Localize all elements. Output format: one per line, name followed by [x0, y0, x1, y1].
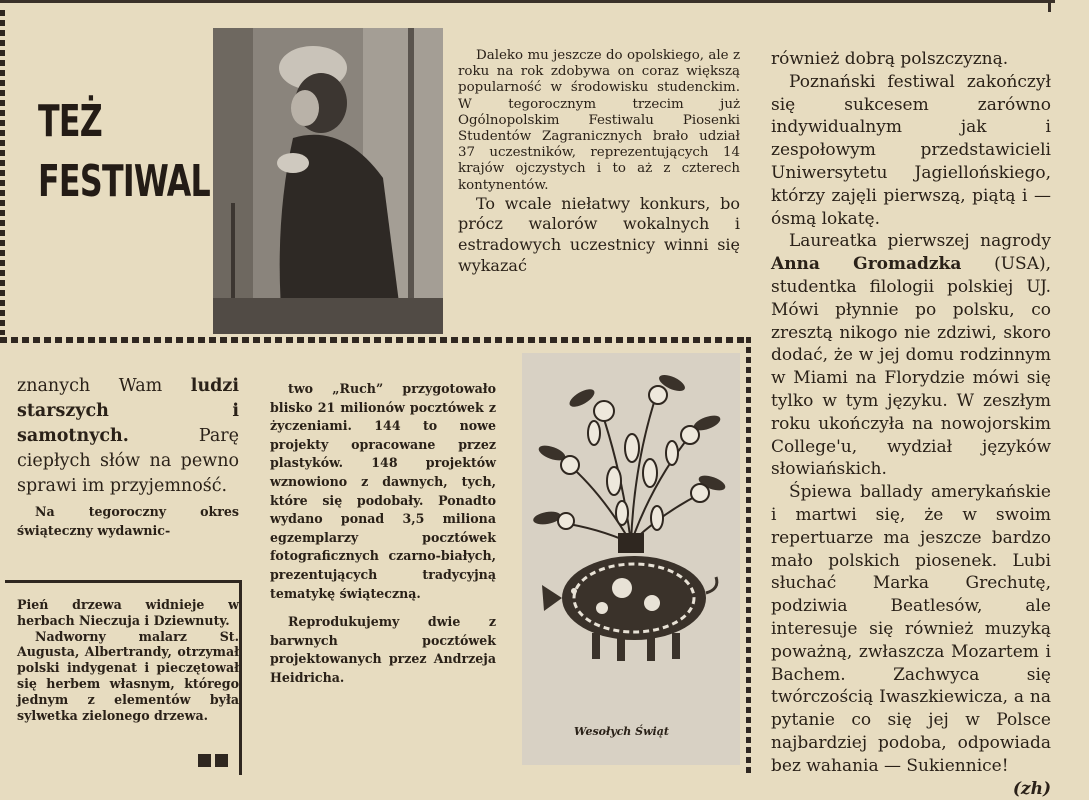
festival-frame-left — [0, 10, 5, 335]
paragraph: Śpiewa ballady amerykańskie i martwi się, że w swoim repertuarze ma jeszcze bardzo mało polskich piosenek. Lubi słuchać Marka Grechutę, podziwia Beatlesów, ale interesuje się również muzyką poważną, zwłaszcza Mozartem i Bachem. Zachwyca się twórczością Iwaszkiewicza, a na pytanie co się jej w Polsce najbardziej podoba, odpowiada bez wahania — Sukiennice! (zh) — [771, 482, 1051, 799]
paragraph: Nadworny malarz St. Augusta, Albertrandy, otrzymał polski indygenat i pieczętował się herbem własnym, którego jednym z elementów była sylwetka zielonego drzewa. — [17, 628, 239, 723]
postcard-illustration — [522, 353, 740, 765]
paragraph: znanych Wam ludzi starszych i samotnych. Parę ciepłych słów na pewno sprawi im przyjemność. — [17, 376, 239, 496]
festival-column-a — [458, 48, 740, 276]
paragraph: Pień drzewa widnieje w herbach Nieczuja i Dziewnuty. — [17, 597, 239, 628]
top-rule-end — [1048, 0, 1051, 12]
ruch-column-c — [17, 374, 239, 540]
paragraph: również dobrą polszczyzną. — [771, 49, 1009, 69]
card-frame-right — [746, 337, 751, 777]
end-marks — [198, 752, 232, 771]
top-rule — [0, 0, 1055, 3]
festival-column-b — [771, 48, 1051, 800]
paragraph: To wcale niełatwy konkurs, bo prócz walorów wokalnych i estradowych uczestnicy winni się wykazać — [458, 193, 740, 275]
coat-of-arms-box — [5, 580, 242, 775]
paragraph: Reprodukujemy dwie z barwnych pocztówek projektowanych przez Andrzeja Heidricha. — [270, 614, 496, 685]
paragraph: Poznański festiwal zakończył się sukcesem zarówno indywidualnym jak i zespołowym przedstawicieli Uniwersytetu Jagiellońskiego, którzy zajęli pierwszą, piątą i — ósmą lokatę. — [771, 71, 1051, 229]
postcard-caption: Wesołych Świąt — [574, 725, 669, 738]
paragraph: two „Ruch” przygotowało blisko 21 milionów pocztówek z życzeniami. 144 to nowe projekty opracowane przez plastyków. 148 projektów wznowiono z dawnych, tych, które się podobały. Ponadto wydano ponad 3,5 miliona egzemplarzy pocztówek fotograficznych czarno-białych, prezentujących tradycyjną tematykę świąteczną. — [270, 381, 496, 601]
paragraph: Na tegoroczny okres świąteczny wydawnic- — [17, 504, 239, 538]
paragraph: Daleko mu jeszcze do opolskiego, ale z roku na rok zdobywa on coraz większą popularność w środowisku studenckim. W tegorocznym trzecim już Ogólnopolskim Festiwalu Piosenki Studentów Zagranicznych brało udział 37 uczestników, reprezentujących 14 krajów ojczystych i to aż z czterech kontynentów. — [458, 48, 740, 193]
signature: (zh) — [1012, 778, 1051, 799]
box-text — [17, 597, 239, 723]
article-headline: TEŻ FESTIWAL — [38, 96, 210, 207]
singer-photo — [213, 28, 443, 334]
festival-frame-bottom — [0, 337, 750, 343]
ruch-column-d — [270, 380, 496, 688]
paragraph: Laureatka pierwszej nagrody Anna Gromadzka (USA), studentka filologii polskiej UJ. Mówi płynnie po polsku, co zresztą nikogo nie zdziwi, skoro dodać, że w jej domu rodzinnym w Miami na Florydzie mówi się tylko w tym języku. W zeszłym roku ukończyła na nowojorskim College'u, wydział języków słowiańskich. — [771, 231, 1052, 480]
